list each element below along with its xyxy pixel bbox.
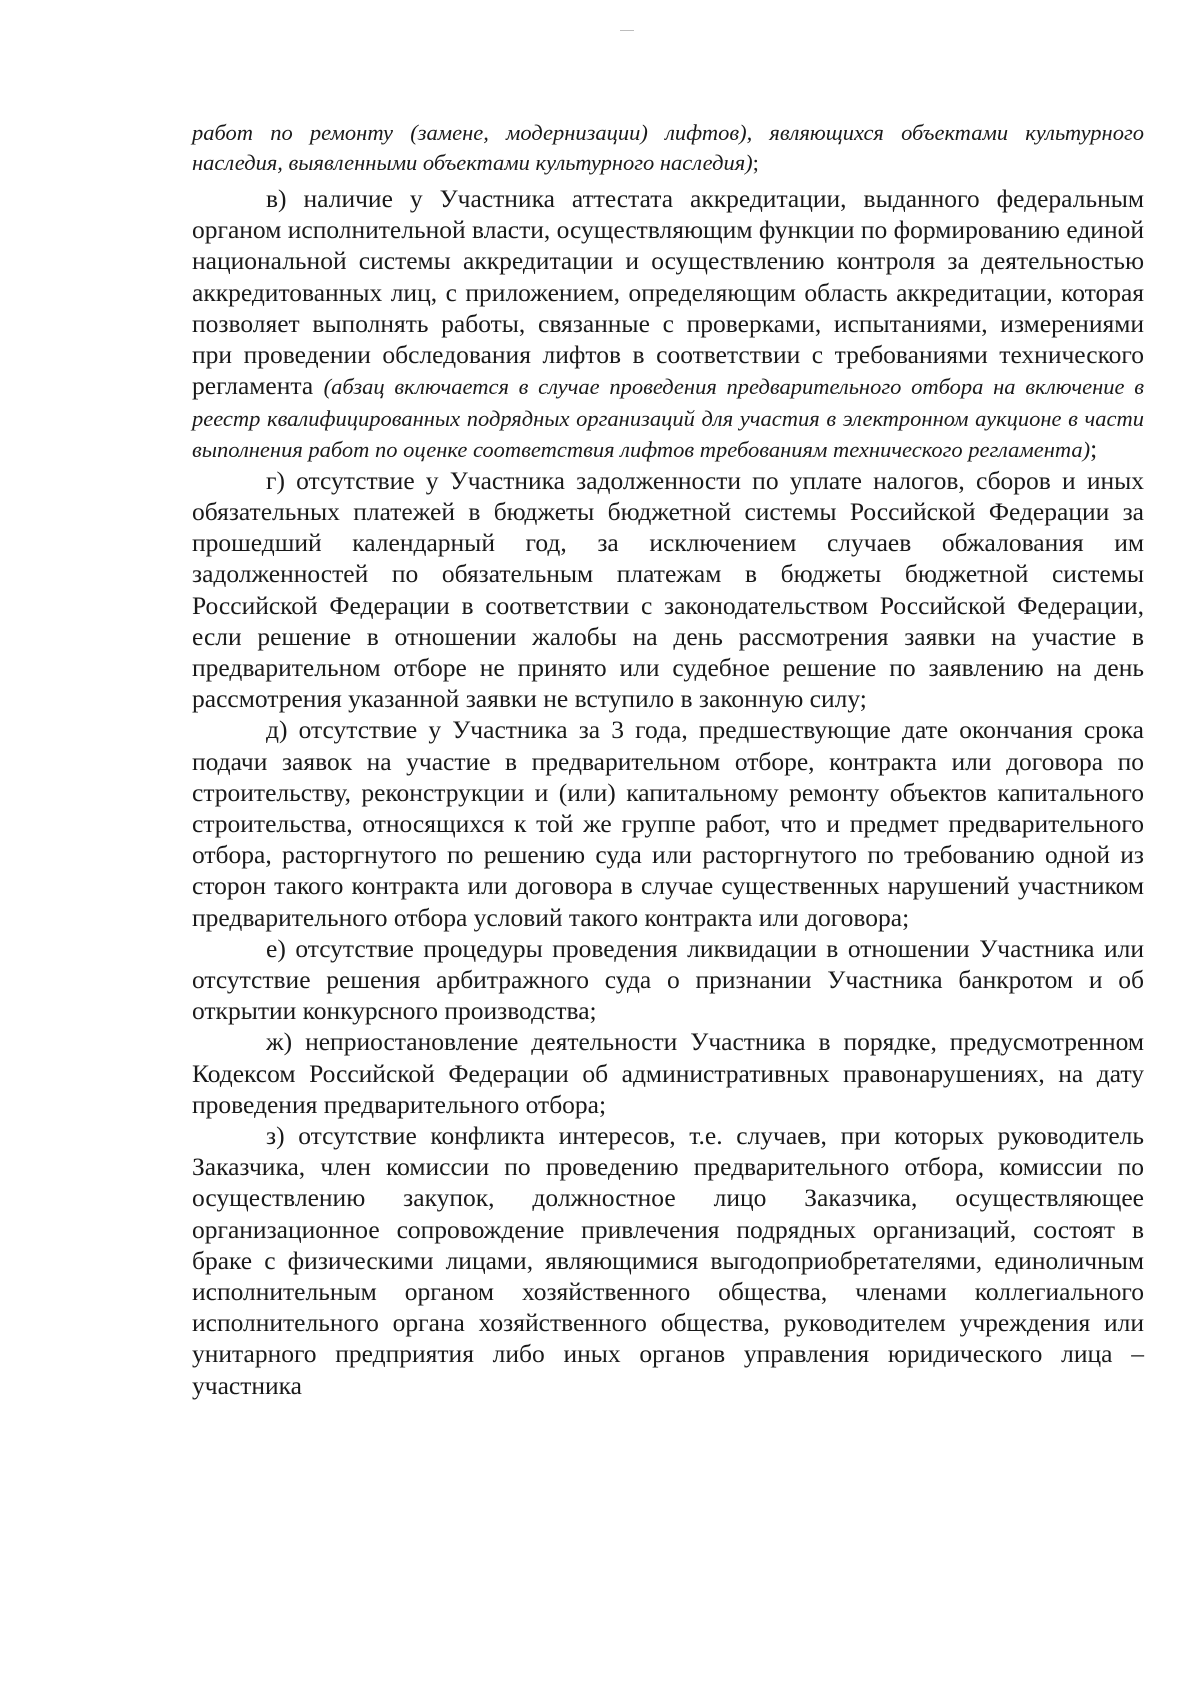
paragraph-v-text: в) наличие у Участника аттестата аккредитации, выданного федеральным органом исполнительной власти, осуществляющим функции по формированию единой национальной системы аккредитации и осуществлению контроля за деятельностью аккредитованных лиц, с приложением, определяющим область аккредитации, которая позволяет выполнять работы, связанные с проверками, испытаниями, измерениями при проведении обследования лифтов в соответствии с требованиями технического регламента (192, 184, 1144, 401)
scan-mark (620, 30, 634, 31)
paragraph-v-trail: ; (1090, 434, 1098, 464)
paragraph-v (192, 183, 1144, 465)
intro-fragment (192, 118, 1144, 177)
paragraph-d: д) отсутствие у Участника за 3 года, предшествующие дате окончания срока подачи заявок на участие в предварительном отборе, контракта или договора по строительству, реконструкции и (или) капитальному ремонту объектов капитального строительства, относящихся к той же группе работ, что и предмет предварительного отбора, расторгнутого по решению суда или расторгнутого по требованию одной из сторон такого контракта или договора в случае существенных нарушений участником предварительного отбора условий такого контракта или договора; (192, 715, 1144, 932)
intro-trail: ; (752, 149, 759, 175)
paragraph-e: е) отсутствие процедуры проведения ликвидации в отношении Участника или отсутствие решения арбитражного суда о признании Участника банкротом и об открытии конкурсного производства; (192, 933, 1144, 1026)
paragraph-zh: ж) неприостановление деятельности Участника в порядке, предусмотренном Кодексом Российской Федерации об административных правонарушениях, на дату проведения предварительного отбора; (192, 1027, 1144, 1119)
paragraph-g: г) отсутствие у Участника задолженности по уплате налогов, сборов и иных обязательных платежей в бюджеты бюджетной системы Российской Федерации за прошедший календарный год, за исключением случаев обжалования им задолженностей по обязательным платежам в бюджеты бюджетной системы Российской Федерации в соответствии с законодательством Российской Федерации, если решение в отношении жалобы на день рассмотрения заявки на участие в предварительном отборе не принято или судебное решение по заявлению на день рассмотрения указанной заявки не вступило в законную силу; (192, 465, 1144, 714)
paragraph-z: з) отсутствие конфликта интересов, т.е. случаев, при которых руководитель Заказчика, член комиссии по проведению предварительного отбора, комиссии по осуществлению закупок, должностное лицо Заказчика, осуществляющее организационное сопровождение привлечения подрядных организаций, состоят в браке с физическими лицами, являющимися выгодоприобретателями, единоличным исполнительным органом хозяйственного общества, членами коллегиального исполнительного органа хозяйственного общества, руководителем учреждения или унитарного предприятия либо иных органов управления юридического лица – участника (192, 1120, 1144, 1400)
document-body (192, 118, 1144, 1401)
intro-italic-text: работ по ремонту (замене, модернизации) лифтов), являющихся объектами культурного наследия, выявленными объектами культурного наследия) (192, 120, 1144, 175)
paragraph-v-note: (абзац включается в случае проведения предварительного отбора на включение в реестр квалифицированных подрядных организаций для участия в электронном аукционе в части выполнения работ по оценке соответствия лифтов требованиям технического регламента) (192, 374, 1144, 463)
